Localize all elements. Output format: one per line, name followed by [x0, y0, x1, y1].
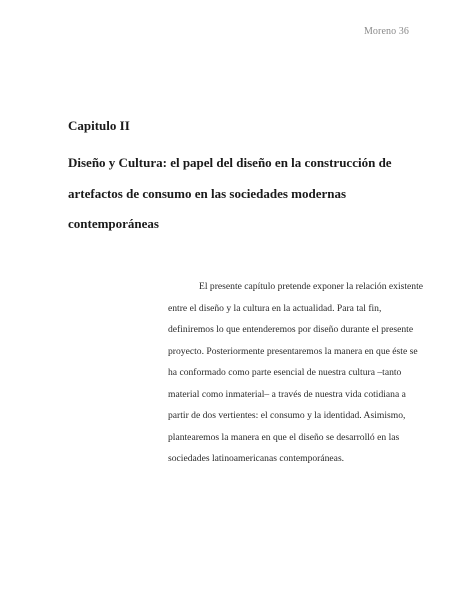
paragraph-line: El presente capítulo pretende exponer la relación existente	[199, 281, 424, 292]
paragraph-line: sociedades latinoamericanas contemporáneas.	[168, 453, 345, 464]
chapter-title-line: contemporáneas	[68, 216, 159, 231]
running-head-page-number: Moreno 36	[363, 26, 409, 37]
chapter-title-line: artefactos de consumo en las sociedades modernas	[68, 185, 347, 201]
paragraph-line: proyecto. Posteriormente presentaremos la manera en que éste se	[168, 345, 418, 357]
paragraph-line: material como inmaterial– a través de nuestra vida cotidiana a	[168, 388, 406, 400]
paragraph-line: ha conformado como parte esencial de nuestra cultura –tanto	[168, 367, 402, 378]
intro-paragraph	[168, 276, 424, 470]
paragraph-line: plantearemos la manera en que el diseño se desarrolló en las	[168, 431, 400, 443]
paragraph-line: partir de dos vertientes: el consumo y la identidad. Asimismo,	[168, 410, 406, 421]
paragraph-line: entre el diseño y la cultura en la actualidad. Para tal fin,	[168, 302, 382, 314]
chapter-label: Capitulo II	[68, 118, 130, 133]
paragraph-line: definiremos lo que entenderemos por diseño durante el presente	[168, 324, 414, 335]
chapter-title-line: Diseño y Cultura: el papel del diseño en la construcción de	[68, 155, 392, 170]
chapter-title	[68, 148, 418, 240]
